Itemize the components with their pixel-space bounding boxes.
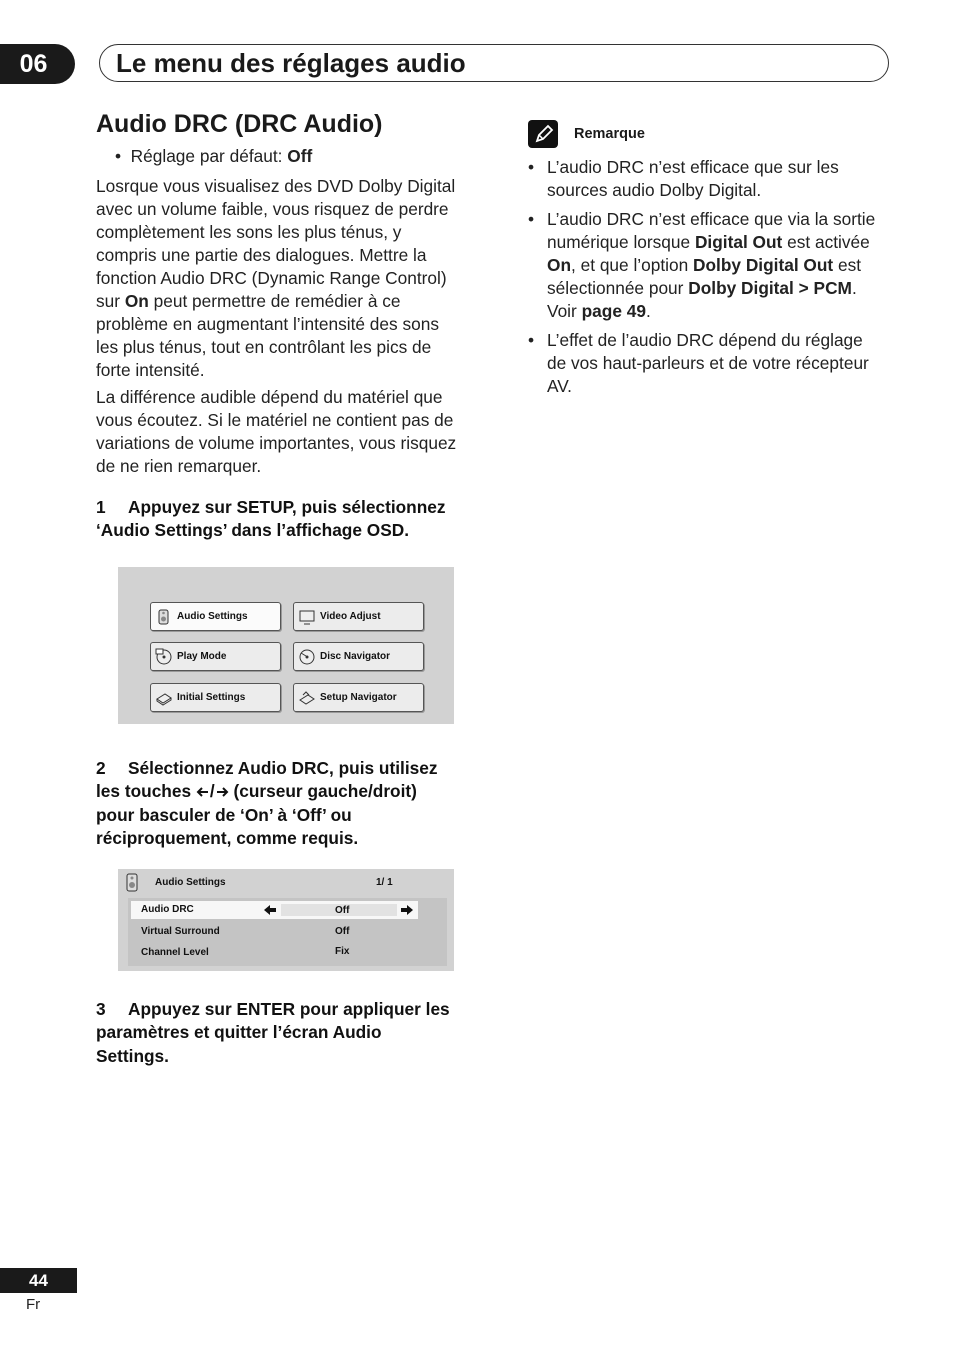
note-2-bold-2: On bbox=[547, 255, 571, 275]
step-3-line-3: Settings. bbox=[96, 1045, 169, 1066]
section-heading: Audio DRC (DRC Audio) bbox=[96, 110, 383, 138]
intro-paragraph-1 bbox=[96, 175, 464, 382]
osd-button-label: Initial Settings bbox=[177, 692, 246, 703]
osd-row-value: Off bbox=[335, 905, 350, 916]
step-3-number: 3 bbox=[96, 999, 106, 1019]
note-item-1: • L’audio DRC n’est efficace que sur les sources audio Dolby Digital. bbox=[528, 156, 883, 202]
arrow-right-icon[interactable] bbox=[400, 904, 414, 916]
disc-play-icon bbox=[155, 648, 173, 666]
step-2-number: 2 bbox=[96, 758, 106, 778]
intro-p1-text-b: peut permettre de remédier à ce problème en augmentant l’intensité des sons les plus ténus, tout en contrôlant les pics de forte intensité. bbox=[96, 291, 439, 380]
osd-row-label[interactable]: Channel Level bbox=[141, 947, 209, 958]
note-2-bold-3: Dolby Digital Out bbox=[693, 255, 834, 275]
osd-row-value: Off bbox=[335, 926, 350, 937]
osd-page-indicator: 1/ 1 bbox=[376, 877, 393, 888]
page-number: 44 bbox=[0, 1268, 77, 1293]
note-2-text-g: . bbox=[645, 301, 651, 321]
osd-button-label: Disc Navigator bbox=[320, 651, 391, 662]
note-list bbox=[528, 156, 883, 398]
osd-row-label: Audio DRC bbox=[141, 904, 194, 915]
osd-button-label: Audio Settings bbox=[177, 611, 248, 622]
osd-main-menu bbox=[118, 567, 454, 724]
note-item-2 bbox=[528, 208, 883, 323]
pencil-icon bbox=[528, 120, 558, 148]
note-2-bold-4: Dolby Digital > PCM bbox=[688, 278, 852, 298]
step-2-line-4: réciproquement, comme requis. bbox=[96, 827, 359, 848]
note-2-bold-1: Digital Out bbox=[694, 232, 783, 252]
note-2-text-a: L’audio DRC n’est efficace que via la sortie numérique lorsque bbox=[547, 209, 876, 252]
osd-audio-settings-button[interactable] bbox=[150, 602, 281, 631]
intro-p1-bold: On bbox=[124, 291, 149, 311]
osd-play-mode-button[interactable] bbox=[150, 642, 281, 671]
osd-settings-title: Audio Settings bbox=[155, 877, 226, 888]
intro-p1-text-a: Losrque vous visualisez des DVD Dolby Digital avec un volume faible, vous risquez de perdre complètement les sons les plus ténus, y compris une partie des dialogues. Mettre la fonction Audio DRC (Dynamic Range Control) sur bbox=[96, 176, 456, 311]
step-2-line-2: les touches / (curseur gauche/droit) bbox=[96, 781, 417, 802]
note-title: Remarque bbox=[574, 126, 645, 142]
arrow-left-icon bbox=[196, 786, 210, 798]
step-2-line-2-a: les touches bbox=[96, 781, 196, 802]
language-code: Fr bbox=[26, 1296, 41, 1313]
osd-button-label: Video Adjust bbox=[320, 611, 381, 622]
default-prefix: Réglage par défaut: bbox=[130, 146, 288, 166]
arrow-right-icon bbox=[215, 786, 229, 798]
default-setting bbox=[115, 145, 312, 168]
step-3 bbox=[96, 998, 486, 1068]
osd-row-value: Fix bbox=[335, 946, 350, 957]
osd-audio-settings bbox=[118, 869, 454, 971]
step-1-line-1: Appuyez sur SETUP, puis sélectionnez bbox=[128, 497, 446, 517]
intro-paragraph-2: La différence audible dépend du matériel que vous écoutez. Si le matériel ne contient pas de variations de volume importantes, vous risquez de ne rien remarquer. bbox=[96, 387, 457, 476]
step-1-line-2: ‘Audio Settings’ dans l’affichage OSD. bbox=[96, 520, 410, 541]
step-3-line-1: Appuyez sur ENTER pour appliquer les bbox=[128, 999, 450, 1019]
osd-row-label[interactable]: Virtual Surround bbox=[141, 926, 220, 937]
step-3-line-2: paramètres et quitter l’écran Audio bbox=[96, 1022, 382, 1043]
settings-box-icon bbox=[155, 689, 173, 707]
step-2-line-3: pour basculer de ‘On’ à ‘Off’ ou bbox=[96, 804, 352, 825]
step-2-line-2-b: (curseur gauche/droit) bbox=[228, 781, 417, 802]
bullet-dot: • bbox=[115, 146, 131, 166]
note-2-text-f: . Voir bbox=[547, 278, 857, 321]
osd-initial-settings-button[interactable] bbox=[150, 683, 281, 712]
disc-navigator-icon bbox=[298, 648, 316, 666]
setup-navigator-icon bbox=[298, 689, 316, 707]
osd-video-adjust-button[interactable] bbox=[293, 602, 424, 631]
note-2-bold-5: page 49 bbox=[581, 301, 646, 321]
note-2-text-c: est activée bbox=[782, 232, 870, 252]
page-title: Le menu des réglages audio bbox=[116, 48, 466, 78]
step-2-line-1: Sélectionnez Audio DRC, puis utilisez bbox=[128, 758, 438, 778]
osd-button-label: Play Mode bbox=[177, 651, 227, 662]
arrow-left-icon[interactable] bbox=[263, 904, 277, 916]
monitor-icon bbox=[298, 608, 316, 626]
step-1 bbox=[96, 496, 486, 543]
osd-button-label: Setup Navigator bbox=[320, 692, 397, 703]
osd-disc-navigator-button[interactable] bbox=[293, 642, 424, 671]
note-icon bbox=[528, 120, 558, 148]
default-value: Off bbox=[287, 146, 313, 166]
chapter-badge: 06 bbox=[0, 44, 75, 84]
note-2-text-e: est sélectionnée pour bbox=[547, 255, 862, 298]
speaker-icon bbox=[122, 872, 142, 894]
step-1-number: 1 bbox=[96, 497, 106, 517]
note-item-3: • L’effet de l’audio DRC dépend du réglage de vos haut-parleurs et de votre récepteur AV. bbox=[528, 329, 883, 398]
note-2-text-d: , et que l’option bbox=[571, 255, 694, 275]
speaker-icon bbox=[155, 608, 173, 626]
step-2 bbox=[96, 757, 486, 850]
osd-setup-navigator-button[interactable] bbox=[293, 683, 424, 712]
